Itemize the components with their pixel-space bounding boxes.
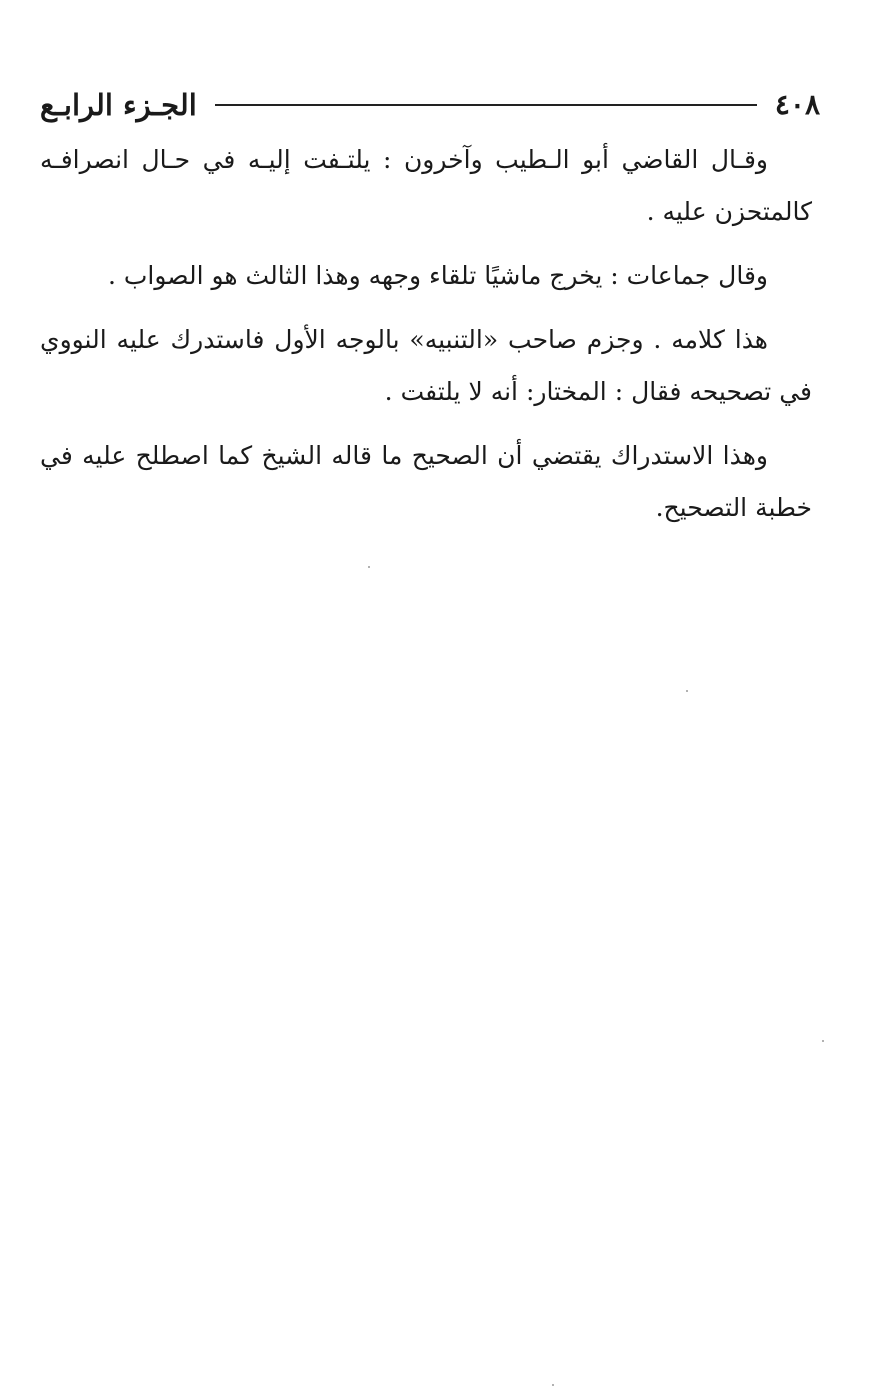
scan-speck [552,1384,554,1386]
scan-speck [686,690,688,692]
paragraph-4: وهذا الاستدراك يقتضي أن الصحيح ما قاله الشيخ كما اصطلح عليه في خطبة التصحيح. [40,441,812,522]
header-rule [215,104,757,106]
paragraph-2: وقال جماعات : يخرج ماشيًا تلقاء وجهه وهذا الثالث هو الصواب . [108,261,768,290]
running-title: الجـزء الرابـع [40,87,197,122]
page-header [40,80,820,130]
body-text [40,134,812,546]
paragraph-1: وقـال القاضي أبو الـطيب وآخرون : يلتـفت إليـه في حـال انصرافـه كالمتحزن عليه . [40,145,812,226]
paragraph-3: هذا كلامه . وجزم صاحب «التنبيه» بالوجه الأول فاستدرك عليه النووي في تصحيحه فقال : المختار: أنه لا يلتفت . [40,325,812,406]
page-number: ٤٠٨ [774,88,820,121]
scan-speck [368,566,370,568]
scan-speck [822,1040,824,1042]
